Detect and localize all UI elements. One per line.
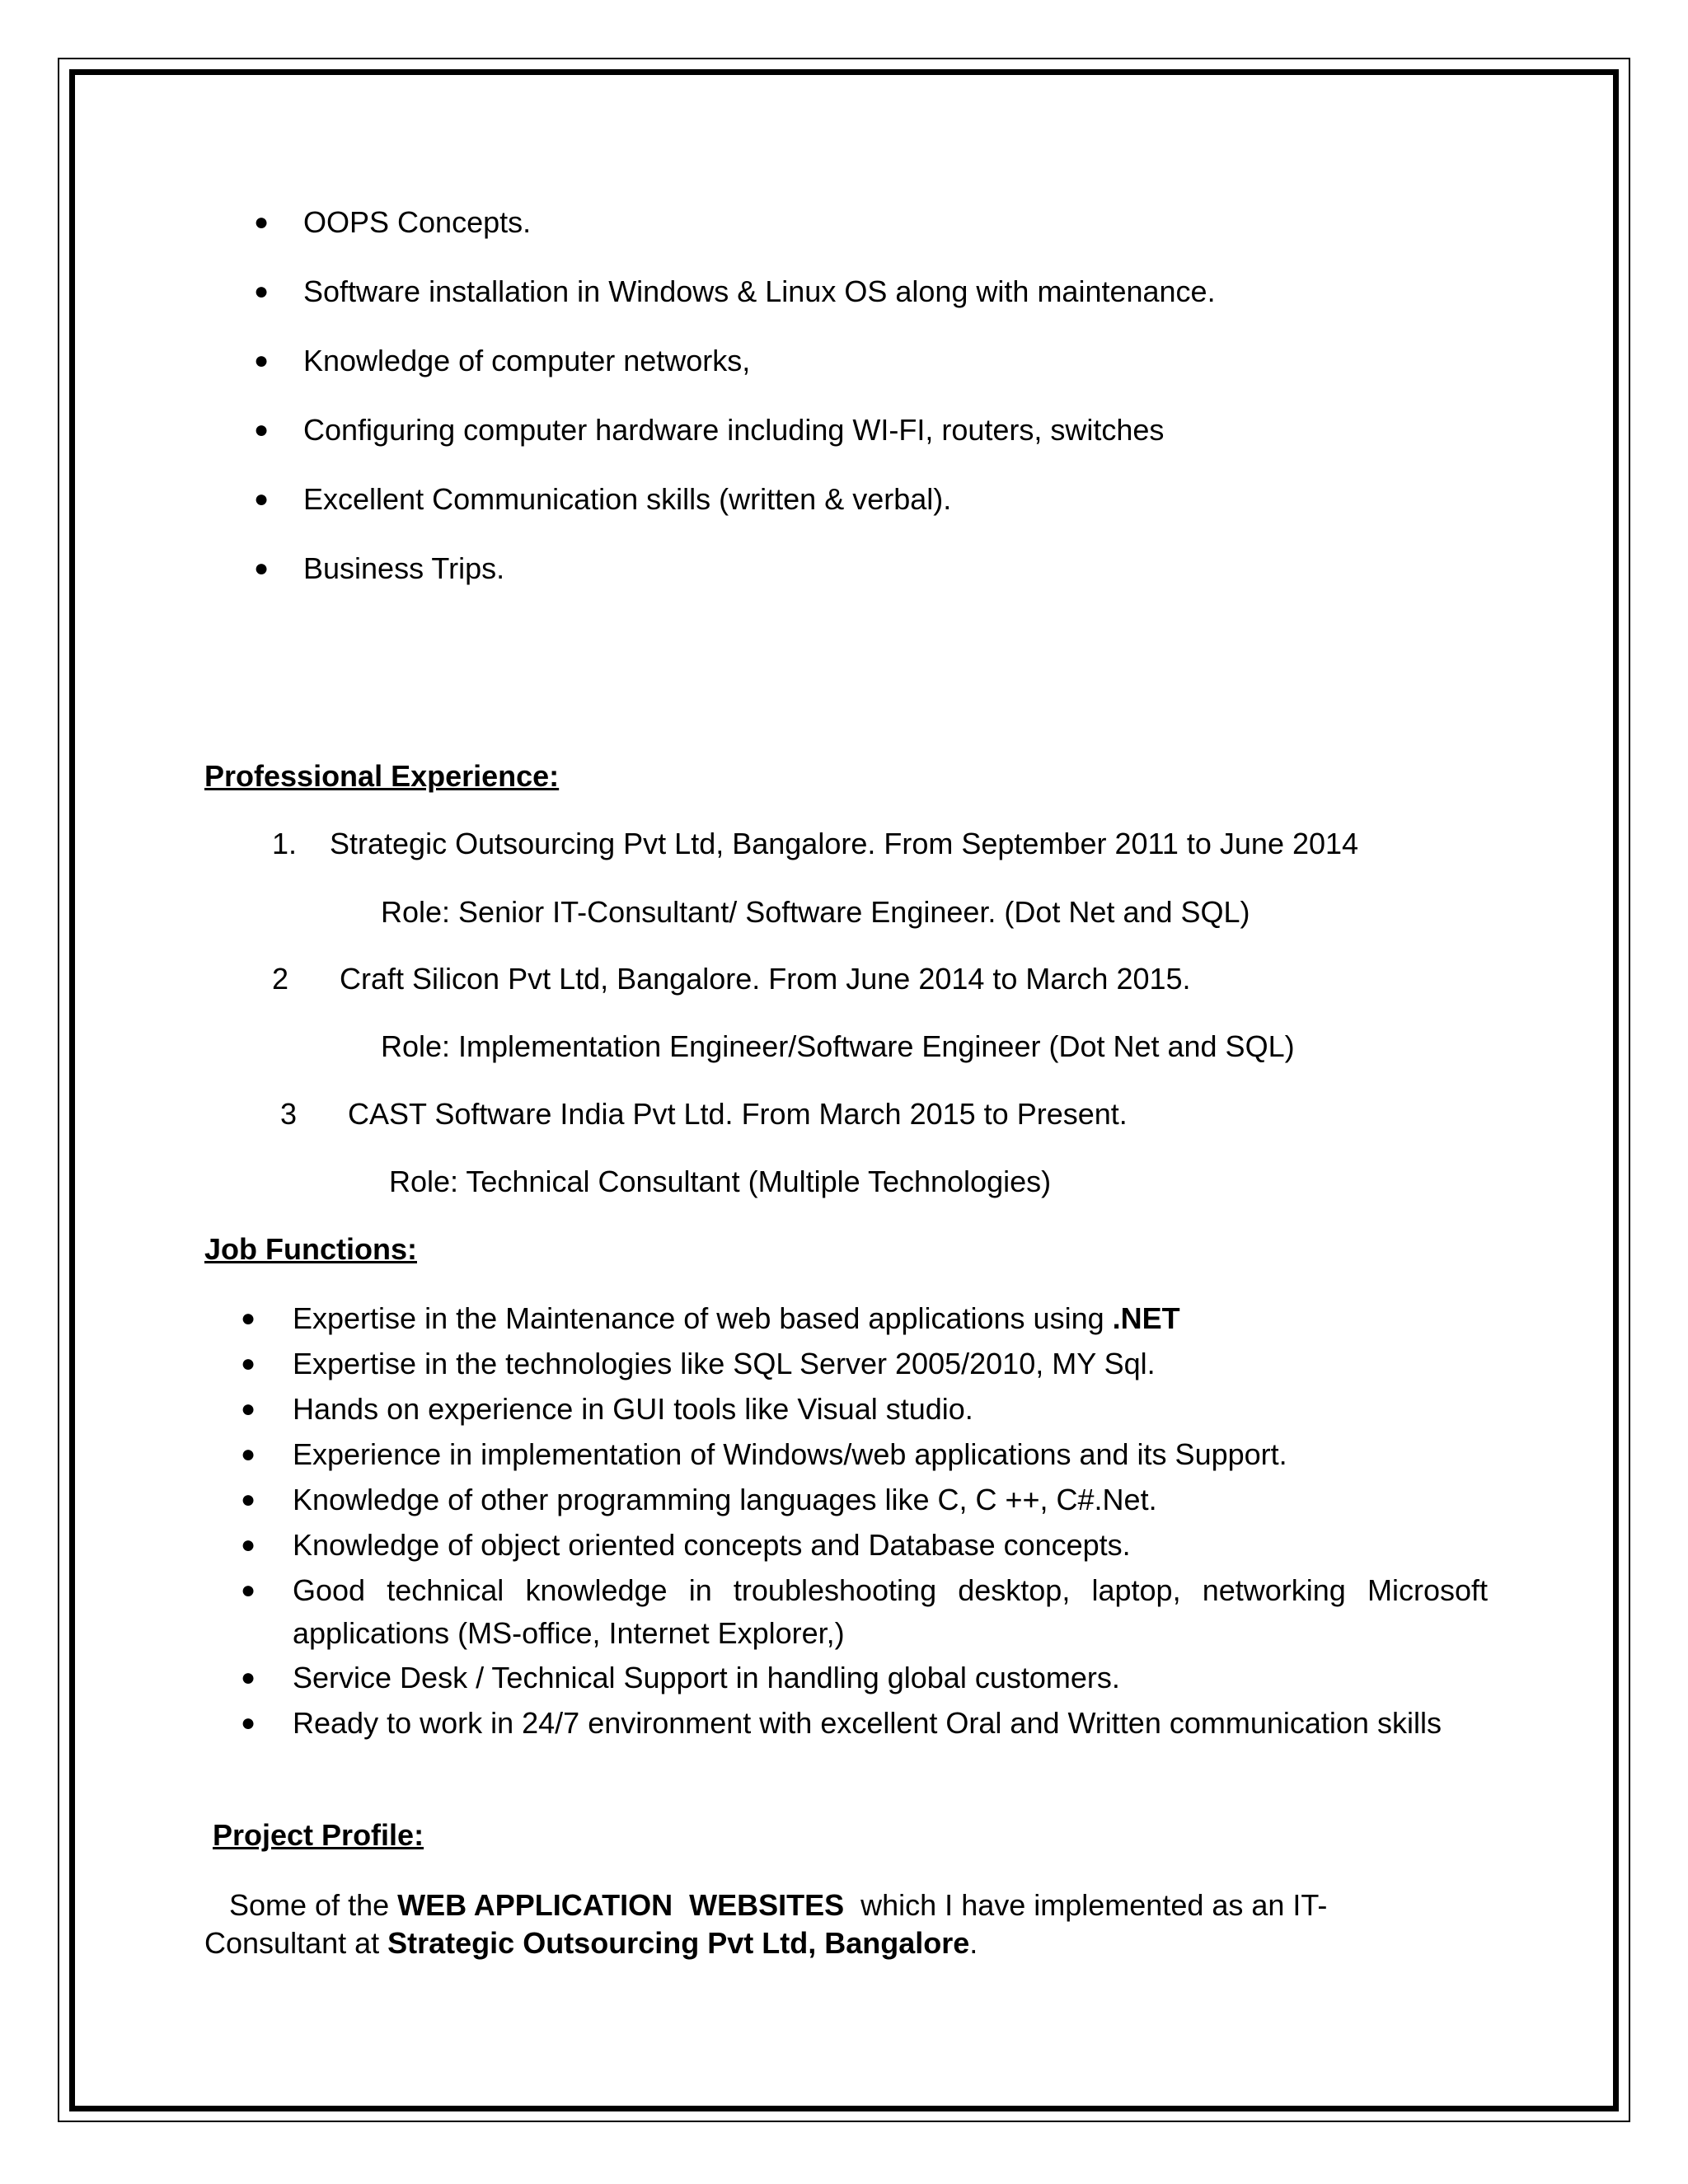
experience-company: CAST Software India Pvt Ltd. From March 2015 to Present. xyxy=(348,1097,1128,1131)
bullet-icon: ● xyxy=(241,1664,256,1691)
list-item-text: Expertise in the Maintenance of web based applications using xyxy=(293,1301,1113,1335)
bullet-icon: ● xyxy=(241,1305,256,1332)
experience-number: 1. xyxy=(272,827,298,860)
bullet-icon: ● xyxy=(241,1486,256,1513)
list-item: Good technical knowledge in troubleshooting desktop, laptop, networking Microsoft applications (MS-office, Internet Explorer,) xyxy=(293,1573,1488,1650)
bold-span: Strategic Outsourcing Pvt Ltd, Bangalore xyxy=(387,1926,970,1960)
list-item: Configuring computer hardware including WI-FI, routers, switches xyxy=(303,413,1165,447)
project-profile-line-1 xyxy=(229,1887,1327,1924)
experience-company: Strategic Outsourcing Pvt Ltd, Bangalore. From September 2011 to June 2014 xyxy=(330,827,1359,860)
bullet-icon: ● xyxy=(254,555,270,582)
list-item: Software installation in Windows & Linux OS along with maintenance. xyxy=(303,274,1216,308)
bullet-icon: ● xyxy=(241,1441,256,1468)
bullet-icon: ● xyxy=(241,1709,256,1736)
text-span: Some of the xyxy=(229,1888,398,1922)
bullet-icon: ● xyxy=(254,278,270,305)
experience-heading: Professional Experience: xyxy=(204,759,560,793)
bullet-icon: ● xyxy=(241,1577,256,1604)
bullet-icon: ● xyxy=(241,1350,256,1377)
experience-number: 2 xyxy=(272,962,289,996)
experience-number: 3 xyxy=(280,1097,298,1131)
list-item: Excellent Communication skills (written & verbal). xyxy=(303,482,952,516)
bullet-icon: ● xyxy=(241,1531,256,1558)
project-profile-line-2 xyxy=(204,1925,978,1961)
page-border-inner xyxy=(69,69,1619,2111)
list-item: Service Desk / Technical Support in handling global customers. xyxy=(293,1661,1120,1694)
bullet-icon: ● xyxy=(254,347,270,374)
list-item: Knowledge of other programming languages like C, C ++, C#.Net. xyxy=(293,1483,1157,1516)
text-span: . xyxy=(969,1926,978,1960)
list-item: OOPS Concepts. xyxy=(303,205,532,239)
list-item: Experience in implementation of Windows/web applications and its Support. xyxy=(293,1437,1287,1471)
experience-role: Role: Implementation Engineer/Software Engineer (Dot Net and SQL) xyxy=(381,1029,1295,1063)
project-profile-heading: Project Profile: xyxy=(213,1818,424,1852)
bullet-icon: ● xyxy=(254,209,270,236)
list-item: Expertise in the technologies like SQL Server 2005/2010, MY Sql. xyxy=(293,1347,1156,1380)
text-span: Consultant at xyxy=(204,1926,388,1960)
bullet-icon: ● xyxy=(254,485,270,513)
list-item xyxy=(293,1301,1180,1337)
experience-role: Role: Technical Consultant (Multiple Technologies) xyxy=(389,1165,1052,1198)
job-functions-heading: Job Functions: xyxy=(204,1232,417,1266)
text-span: which I have implemented as an IT- xyxy=(844,1888,1328,1922)
bullet-icon: ● xyxy=(254,416,270,443)
experience-company: Craft Silicon Pvt Ltd, Bangalore. From June 2014 to March 2015. xyxy=(340,962,1191,996)
bold-span: WEB APPLICATION WEBSITES xyxy=(397,1888,845,1922)
list-item: Hands on experience in GUI tools like Visual studio. xyxy=(293,1392,973,1426)
list-item: Knowledge of object oriented concepts and Database concepts. xyxy=(293,1528,1131,1562)
list-item: Business Trips. xyxy=(303,551,505,585)
list-item-bold: .NET xyxy=(1112,1301,1180,1335)
list-item: Knowledge of computer networks, xyxy=(303,344,751,377)
experience-role: Role: Senior IT-Consultant/ Software Engineer. (Dot Net and SQL) xyxy=(381,895,1250,929)
bullet-icon: ● xyxy=(241,1395,256,1422)
list-item: Ready to work in 24/7 environment with excellent Oral and Written communication skills xyxy=(293,1706,1442,1740)
